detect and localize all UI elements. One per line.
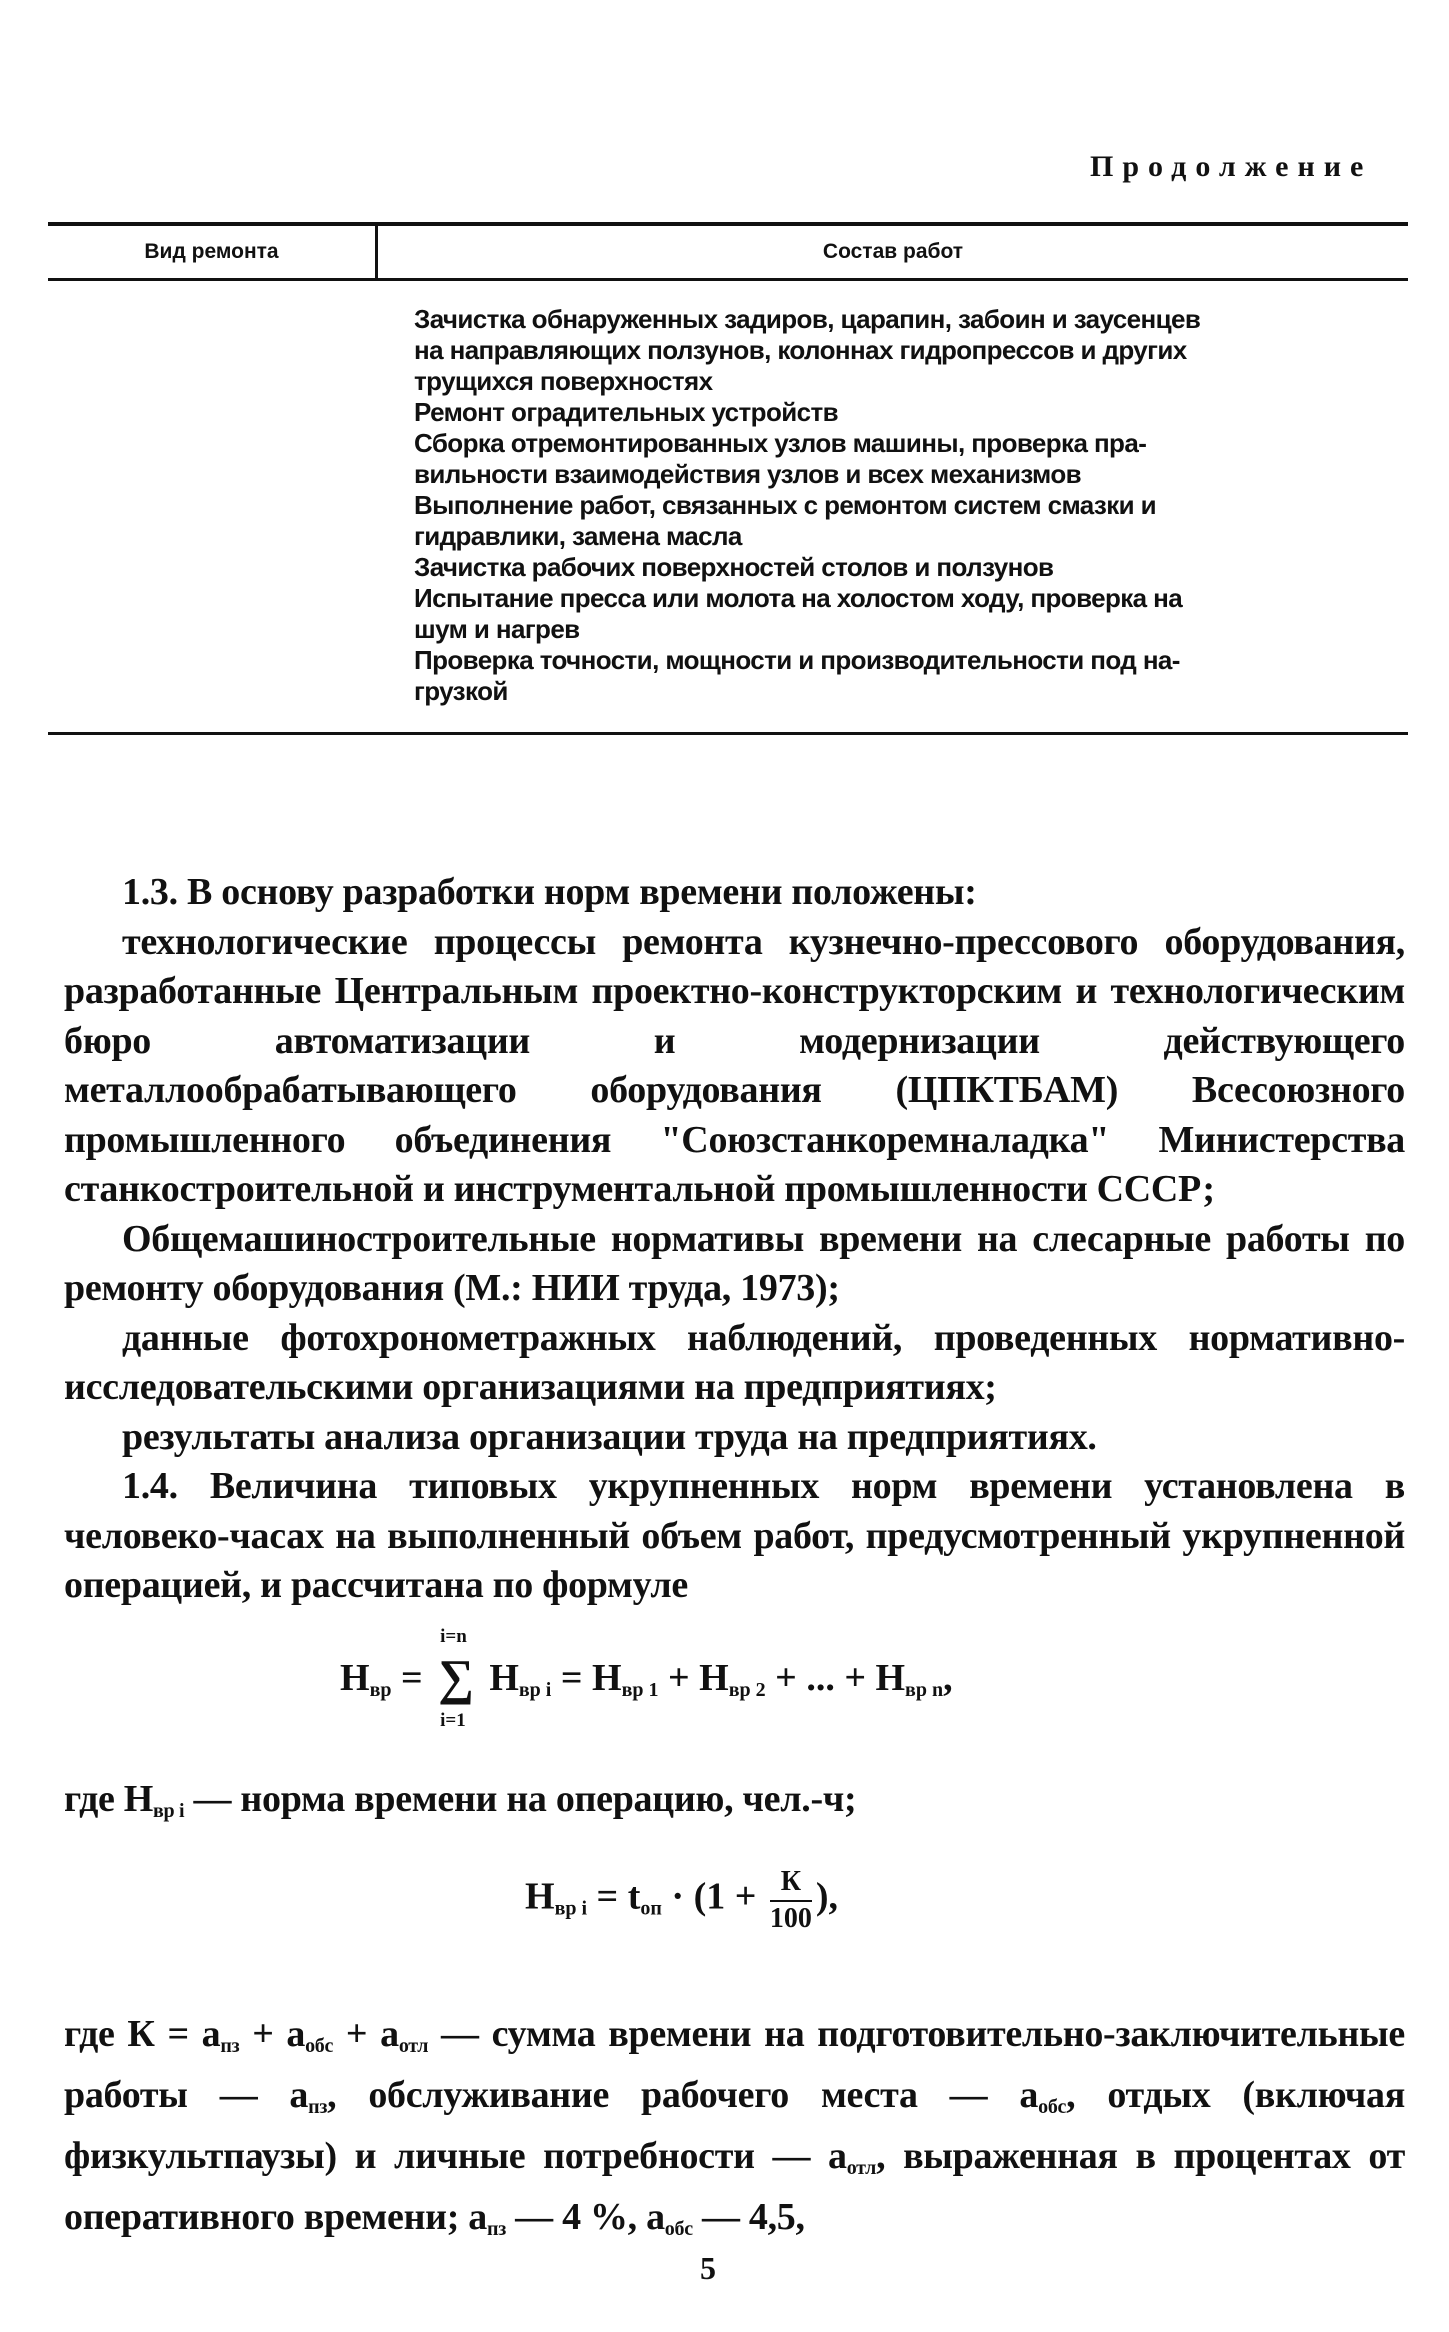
work-line: гидравлики, замена масла — [414, 521, 742, 551]
main-text — [64, 868, 1405, 1611]
work-line: Зачистка обнаруженных задиров, царапин, забоин и заусенцев — [414, 304, 1201, 334]
paragraph-1-4: 1.4. Величина типовых укрупненных норм времени установлена в человеко-часах на выполненный объем работ, предусмотренный укрупненной операцией, и рассчитана по формуле — [64, 1465, 1405, 1606]
paragraph-1-3: 1.3. В основу разработки норм времени положены: — [122, 871, 977, 913]
where-prefix: где Н — [64, 1778, 154, 1820]
text-run: + а — [333, 2013, 399, 2055]
subscript: пз — [487, 2218, 506, 2240]
text-run: + а — [239, 2013, 306, 2055]
table-bottom-rule — [48, 732, 1408, 735]
column-header-work-content: Состав работ — [822, 240, 964, 263]
text-run: где К = а — [64, 2013, 221, 2055]
table-top-rule — [48, 222, 1408, 226]
subscript: отл — [398, 2035, 429, 2057]
work-line: Выполнение работ, связанных с ремонтом систем смазки и — [414, 490, 1157, 520]
paragraph-photo-data: данные фотохронометражных наблюдений, проведенных нормативно-исследовательскими организациями на предприятиях; — [64, 1316, 1405, 1408]
where-text: — норма времени на операцию, чел.-ч; — [184, 1778, 857, 1820]
work-line: трущихся поверхностях — [414, 366, 713, 396]
subscript: обс — [1038, 2096, 1067, 2118]
sum-upper-limit: i=n — [440, 1626, 467, 1647]
formula-rhs-1: Н — [592, 1657, 622, 1699]
table-header-rule — [48, 278, 1408, 281]
where-sub: вр i — [153, 1800, 185, 1822]
formula-term-sub: вр i — [518, 1679, 552, 1701]
formula-rhs-2: Н — [699, 1657, 729, 1699]
work-line: Проверка точности, мощности и производительности под на- — [414, 645, 1180, 675]
formula2-t: t — [627, 1875, 641, 1918]
subscript: обс — [664, 2218, 693, 2240]
text-run: — 4 %, а — [505, 2196, 665, 2238]
work-line: грузкой — [414, 676, 508, 706]
continuation-label: Продолжение — [1090, 150, 1373, 183]
paragraph-tech-processes: технологические процессы ремонта кузнечно-прессового оборудования, разработанные Центральным проектно-конструкторским и технологическим бюро автоматизации и модернизации действующего металлообрабатывающего оборудования (ЦПКТБАМ) Всесоюзного промышленного объединения "Союзстанкоремналадка" Министерства станкостроительной и инструментальной промышленности СССР; — [64, 920, 1405, 1210]
work-line: Зачистка рабочих поверхностей столов и ползунов — [414, 552, 1054, 582]
paragraph-analysis: результаты анализа организации труда на предприятиях. — [122, 1415, 1097, 1458]
formula2-lhs-sub: вр i — [554, 1897, 588, 1920]
column-header-repair-type: Вид ремонта — [144, 240, 279, 263]
text-run: , обслуживание рабочего места — а — [327, 2074, 1039, 2116]
formula2-t-sub: оп — [640, 1897, 662, 1920]
work-line: шум и нагрев — [414, 614, 580, 644]
subscript: обс — [305, 2035, 334, 2057]
formula-rhs-n-sub: вр n — [905, 1679, 944, 1701]
formula2-lhs: Н — [525, 1875, 555, 1918]
repair-works-table — [48, 222, 1408, 742]
formula-rhs-n: Н — [875, 1657, 906, 1699]
equals-sign: = — [596, 1875, 619, 1918]
equals-sign: = — [560, 1657, 583, 1699]
page-number: 5 — [700, 2250, 716, 2286]
comma: , — [943, 1657, 953, 1699]
formula-lhs: Н — [340, 1657, 370, 1699]
fraction-numerator: К — [770, 1864, 812, 1902]
text-run: — 4,5, — [692, 2196, 805, 2238]
work-line: Ремонт оградительных устройств — [414, 397, 839, 427]
work-line: Сборка отремонтированных узлов машины, проверка пра- — [414, 428, 1147, 458]
formula-lhs-sub: вр — [369, 1679, 392, 1701]
work-list — [414, 304, 1408, 707]
work-line: на направляющих ползунов, колоннах гидропрессов и других — [414, 335, 1187, 365]
close-paren: ), — [815, 1875, 839, 1918]
sum-lower-limit: i=1 — [440, 1710, 466, 1731]
fraction — [770, 1864, 812, 1936]
multiply-paren: · (1 + — [671, 1875, 757, 1918]
formula-operation-norm — [525, 1864, 838, 1936]
formula-rhs-2-sub: вр 2 — [728, 1679, 766, 1701]
formula-total-norm — [340, 1626, 953, 1731]
subscript: пз — [220, 2035, 240, 2057]
formula-term: Н — [489, 1657, 519, 1699]
sum-symbol: ∑ i=n i=1 — [438, 1626, 474, 1731]
text-run: , отдых (включая физкультпаузы) и личные потребности — а — [64, 2074, 1405, 2177]
paragraph-norms: Общемашиностроительные нормативы времени на слесарные работы по ремонту оборудования (М.: НИИ труда, 1973); — [64, 1217, 1405, 1309]
text-run: , выраженная в процентах от оперативного времени; а — [64, 2135, 1405, 2238]
where-coefficient-k — [64, 2010, 1405, 2254]
fraction-denominator: 100 — [769, 1903, 812, 1934]
equals-sign: = — [401, 1657, 423, 1699]
subscript: пз — [308, 2096, 328, 2118]
formula-rhs-1-sub: вр 1 — [621, 1679, 659, 1701]
work-line: вильности взаимодействия узлов и всех механизмов — [414, 459, 1082, 489]
work-line: Испытание пресса или молота на холостом ходу, проверка на — [414, 583, 1183, 613]
where-operation-norm — [64, 1775, 1405, 1836]
plus-sign: + — [668, 1657, 690, 1699]
plus-ellipsis: + ... + — [775, 1657, 866, 1699]
text-run: — сумма времени на подготовительно-заключительные работы — а — [64, 2013, 1405, 2116]
subscript: отл — [846, 2157, 877, 2179]
